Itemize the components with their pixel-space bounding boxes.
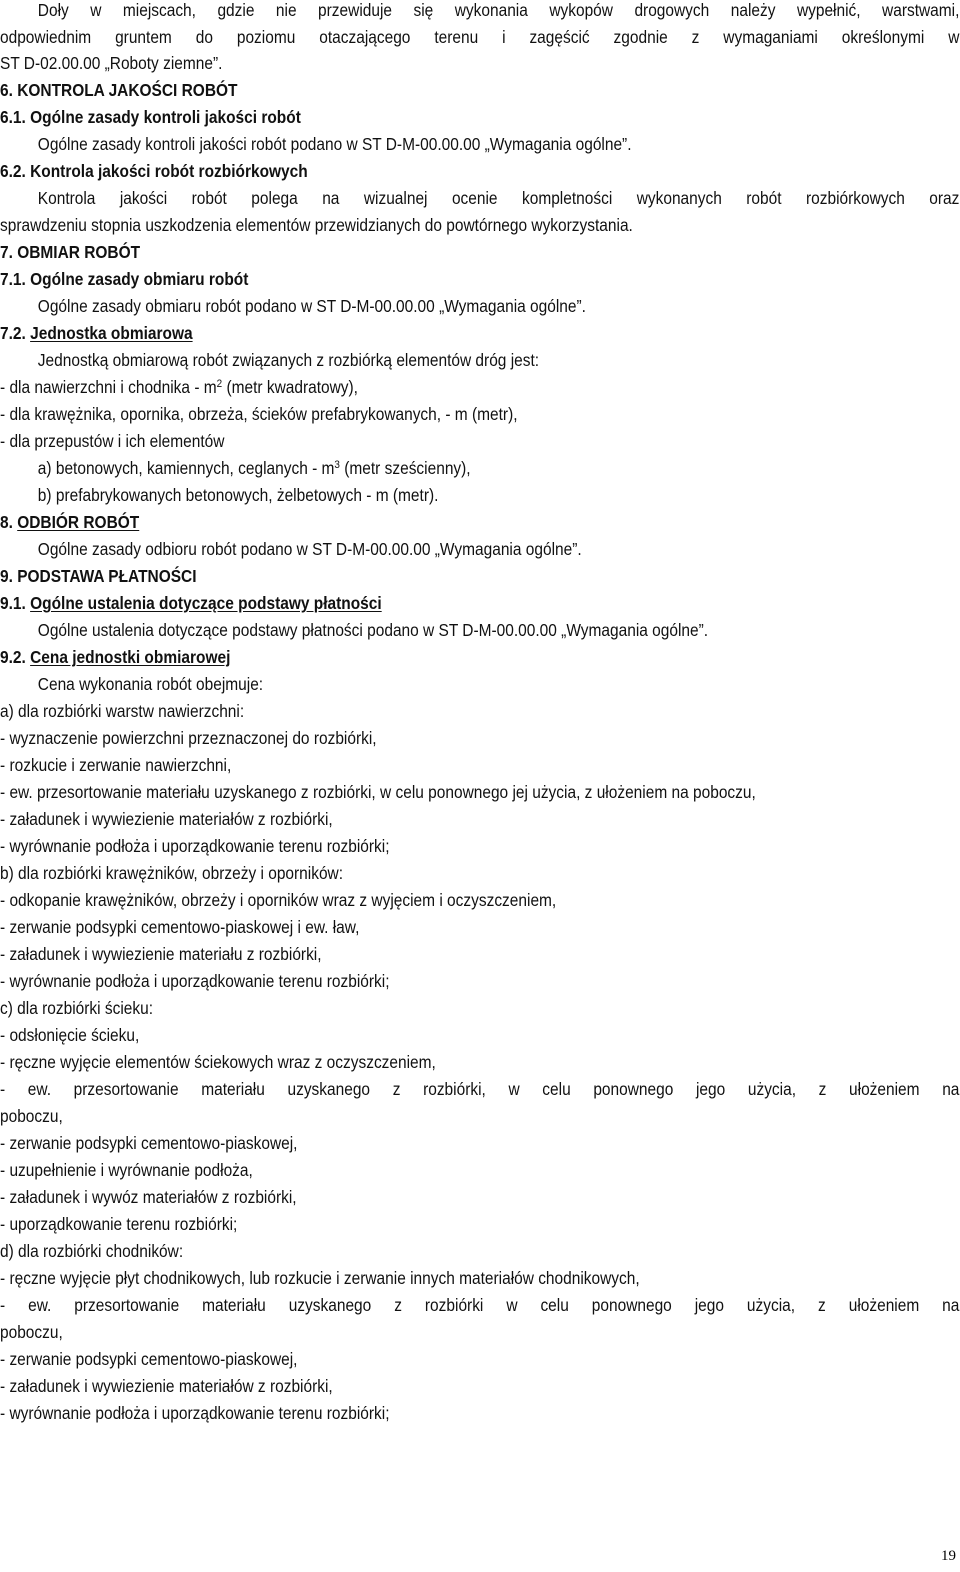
list-item: - odkopanie krawężników, obrzeży i oporników wraz z wyjęciem i oczyszczeniem, xyxy=(0,890,557,910)
page-number: 19 xyxy=(941,1548,956,1564)
subsection-heading-6-2: 6.2. Kontrola jakości robót rozbiórkowych xyxy=(0,161,308,181)
section-heading-7: 7. OBMIAR ROBÓT xyxy=(0,242,141,262)
paragraph-line: Kontrola jakości robót polega na wizualnej ocenie kompletności wykonanych robót rozbiórkowych oraz xyxy=(37,188,960,208)
superscript: 3 xyxy=(334,459,340,471)
list-item-text: - dla nawierzchni i chodnika - m xyxy=(0,377,217,397)
heading-title: Jednostka obmiarowa xyxy=(30,323,193,343)
list-item: - uzupełnienie i wyrównanie podłoża, xyxy=(0,1160,253,1180)
list-item: - wyrównanie podłoża i uporządkowanie terenu rozbiórki; xyxy=(0,1403,390,1423)
subsection-heading-7-2 xyxy=(0,320,193,347)
section-heading-9: 9. PODSTAWA PŁATNOŚCI xyxy=(0,566,197,586)
superscript: 2 xyxy=(216,378,223,390)
paragraph-line: odpowiednim gruntem do poziomu otaczającego terenu i zagęścić zgodnie z wymaganiami określonymi w xyxy=(0,27,960,47)
list-item xyxy=(0,374,358,401)
subsection-heading-9-1 xyxy=(0,590,382,617)
list-item: - załadunek i wywóz materiałów z rozbiórki, xyxy=(0,1187,297,1207)
subsection-heading-7-1: 7.1. Ogólne zasady obmiaru robót xyxy=(0,269,249,289)
paragraph-line: sprawdzeniu stopnia uszkodzenia elementów przewidzianych do powtórnego wykorzystania. xyxy=(0,215,633,235)
list-item: b) prefabrykowanych betonowych, żelbetowych - m (metr). xyxy=(37,485,439,505)
list-item-text: a) betonowych, kamiennych, ceglanych - m xyxy=(37,458,335,478)
list-item: - ew. przesortowanie materiału uzyskanego z rozbiórki, w celu ponownego jego użycia, z ułożeniem na xyxy=(0,1079,960,1099)
paragraph-line: Ogólne ustalenia dotyczące podstawy płatności podano w ST D-M-00.00.00 „Wymagania ogólne”. xyxy=(37,620,709,640)
heading-title: Ogólne ustalenia dotyczące podstawy płatności xyxy=(30,593,382,613)
paragraph-line: Ogólne zasady odbioru robót podano w ST D-M-00.00.00 „Wymagania ogólne”. xyxy=(37,539,582,559)
paragraph-line: Ogólne zasady kontroli jakości robót podano w ST D-M-00.00.00 „Wymagania ogólne”. xyxy=(37,134,632,154)
paragraph-line: Doły w miejscach, gdzie nie przewiduje się wykonania wykopów drogowych należy wypełnić, warstwami, xyxy=(37,0,960,20)
section-heading-8 xyxy=(0,509,139,536)
list-item-text: (metr kwadratowy), xyxy=(222,377,358,397)
list-item: poboczu, xyxy=(0,1106,63,1126)
list-item: - załadunek i wywiezienie materiału z rozbiórki, xyxy=(0,944,322,964)
list-item: - dla krawężnika, opornika, obrzeża, ścieków prefabrykowanych, - m (metr), xyxy=(0,404,518,424)
subsection-heading-9-2 xyxy=(0,644,230,671)
list-item: - wyrównanie podłoża i uporządkowanie terenu rozbiórki; xyxy=(0,971,390,991)
heading-number: 9.1. xyxy=(0,593,31,613)
paragraph-line: ST D-02.00.00 „Roboty ziemne”. xyxy=(0,53,223,73)
list-heading: a) dla rozbiórki warstw nawierzchni: xyxy=(0,701,245,721)
list-heading: b) dla rozbiórki krawężników, obrzeży i oporników: xyxy=(0,863,344,883)
list-item: - wyznaczenie powierzchni przeznaczonej do rozbiórki, xyxy=(0,728,377,748)
list-item: - zerwanie podsypki cementowo-piaskowej, xyxy=(0,1133,298,1153)
paragraph-line: Jednostką obmiarową robót związanych z rozbiórką elementów dróg jest: xyxy=(37,350,540,370)
list-item: - załadunek i wywiezienie materiałów z rozbiórki, xyxy=(0,1376,333,1396)
list-heading: c) dla rozbiórki ścieku: xyxy=(0,998,154,1018)
heading-number: 8. xyxy=(0,512,18,532)
heading-number: 7.2. xyxy=(0,323,31,343)
list-item: - ręczne wyjęcie elementów ściekowych wraz z oczyszczeniem, xyxy=(0,1052,436,1072)
paragraph-line: Ogólne zasady obmiaru robót podano w ST D-M-00.00.00 „Wymagania ogólne”. xyxy=(37,296,586,316)
paragraph-line: Cena wykonania robót obejmuje: xyxy=(37,674,264,694)
list-item-text: (metr sześcienny), xyxy=(339,458,471,478)
list-heading: d) dla rozbiórki chodników: xyxy=(0,1241,184,1261)
section-heading-6: 6. KONTROLA JAKOŚCI ROBÓT xyxy=(0,80,238,100)
list-item: - dla przepustów i ich elementów xyxy=(0,431,225,451)
list-item: - zerwanie podsypki cementowo-piaskowej, xyxy=(0,1349,298,1369)
list-item: poboczu, xyxy=(0,1322,63,1342)
heading-title: ODBIÓR ROBÓT xyxy=(17,512,140,532)
heading-number: 9.2. xyxy=(0,647,31,667)
list-item: - zerwanie podsypki cementowo-piaskowej i ew. ław, xyxy=(0,917,360,937)
list-item: - rozkucie i zerwanie nawierzchni, xyxy=(0,755,232,775)
list-item: - wyrównanie podłoża i uporządkowanie terenu rozbiórki; xyxy=(0,836,390,856)
list-item: - uporządkowanie terenu rozbiórki; xyxy=(0,1214,238,1234)
list-item: - ręczne wyjęcie płyt chodnikowych, lub rozkucie i zerwanie innych materiałów chodnikowych, xyxy=(0,1268,640,1288)
list-item xyxy=(38,455,471,482)
heading-title: Cena jednostki obmiarowej xyxy=(30,647,231,667)
list-item: - ew. przesortowanie materiału uzyskanego z rozbiórki w celu ponownego jego użycia, z ułożeniem na xyxy=(0,1295,960,1315)
list-item: - ew. przesortowanie materiału uzyskanego z rozbiórki, w celu ponownego jej użycia, z ułożeniem na poboczu, xyxy=(0,782,756,802)
list-item: - załadunek i wywiezienie materiałów z rozbiórki, xyxy=(0,809,333,829)
list-item: - odsłonięcie ścieku, xyxy=(0,1025,140,1045)
subsection-heading-6-1: 6.1. Ogólne zasady kontroli jakości robót xyxy=(0,107,301,127)
